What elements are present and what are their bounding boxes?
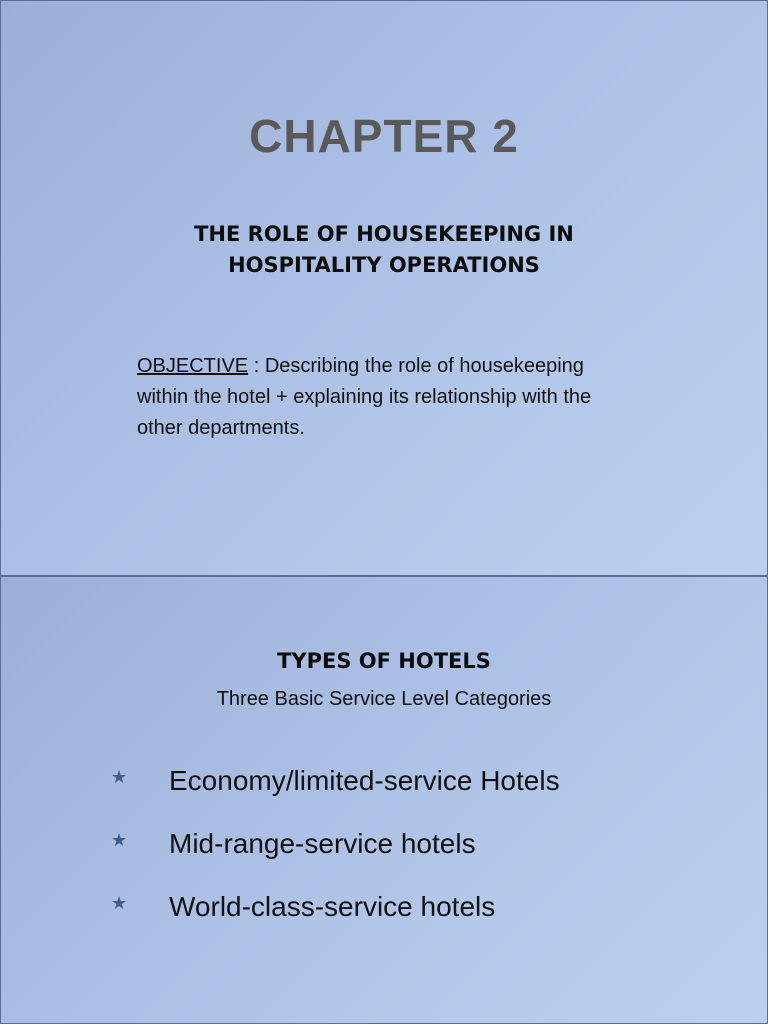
slide-types-of-hotels [0, 576, 768, 1024]
subtitle-line-2: HOSPITALITY OPERATIONS [228, 253, 540, 277]
types-subheading: Three Basic Service Level Categories [216, 688, 552, 710]
chapter-subtitle [1, 219, 767, 281]
chapter-title: CHAPTER 2 [249, 110, 519, 162]
subtitle-line-1: THE ROLE OF HOUSEKEEPING IN [194, 222, 574, 246]
objective-text: Describing the role of housekeeping within the hotel + explaining its relationship with the other departments. [137, 355, 592, 439]
star-icon: ★ [111, 830, 128, 850]
hotel-type-label: Mid-range-service hotels [169, 828, 476, 859]
objective-separator: : [248, 355, 265, 377]
hotel-type-label: Economy/limited-service Hotels [169, 765, 560, 796]
types-heading: TYPES OF HOTELS [277, 649, 491, 673]
hotel-type-label: World-class-service hotels [169, 891, 496, 922]
star-icon: ★ [111, 893, 128, 913]
star-icon: ★ [111, 767, 128, 787]
objective-paragraph [137, 351, 637, 444]
objective-label: OBJECTIVE [137, 355, 249, 377]
